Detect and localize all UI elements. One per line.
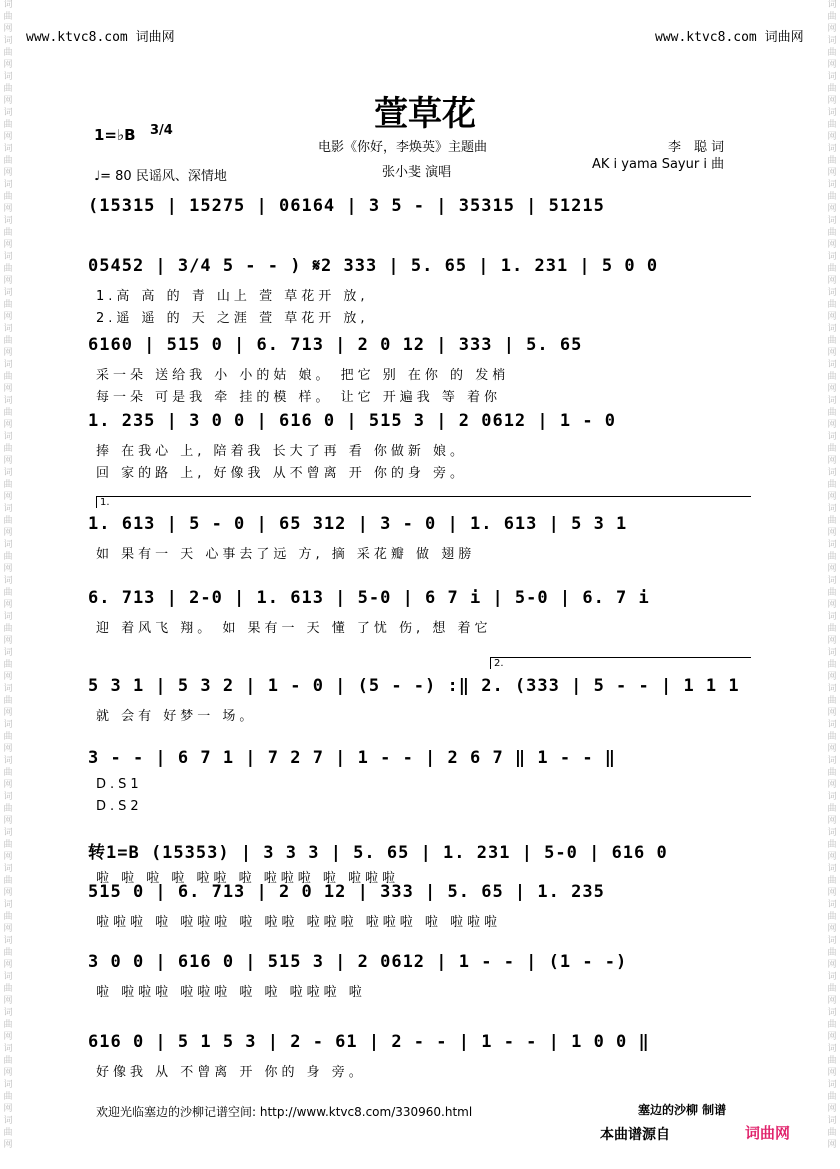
composer-credit: AK i yama Sayur i 曲 (592, 157, 725, 172)
watermark-char: 网 (3, 672, 13, 682)
watermark-char: 词 (3, 900, 13, 910)
volta-2-line (490, 657, 751, 658)
watermark-char: 网 (827, 492, 837, 502)
watermark-char: 曲 (827, 624, 837, 634)
lyric-line: 回 家的路 上, 好像我 从不曾离 开 你的身 旁。 (96, 466, 468, 481)
watermark-char: 词 (827, 720, 837, 730)
side-watermark-right (824, 0, 840, 1169)
watermark-char: 曲 (3, 1092, 13, 1102)
watermark-char: 网 (3, 60, 13, 70)
watermark-char: 曲 (827, 840, 837, 850)
watermark-char: 词 (3, 936, 13, 946)
film-subtitle: 电影《你好，李焕英》主题曲 (318, 140, 488, 155)
watermark-char: 词 (827, 900, 837, 910)
watermark-char: 词 (827, 684, 837, 694)
watermark-char: 曲 (3, 696, 13, 706)
watermark-char: 曲 (3, 552, 13, 562)
notation-row: 3 - - | 6 7 1 | 7 2 7 | 1 - - | 2 6 7 ‖ 1 - - ‖ (88, 748, 617, 768)
watermark-char: 词 (3, 216, 13, 226)
watermark-char: 曲 (827, 120, 837, 130)
watermark-char: 曲 (827, 1092, 837, 1102)
watermark-char: 曲 (827, 588, 837, 598)
watermark-char: 词 (827, 1008, 837, 1018)
watermark-char: 词 (3, 828, 13, 838)
watermark-char: 词 (3, 684, 13, 694)
watermark-char: 网 (827, 348, 837, 358)
watermark-char: 网 (827, 96, 837, 106)
watermark-char: 曲 (3, 840, 13, 850)
watermark-char: 网 (3, 168, 13, 178)
watermark-char: 网 (3, 1068, 13, 1078)
lyric-line: 如 果有一 天 心事去了远 方, 摘 采花瓣 做 翅膀 (96, 547, 476, 562)
watermark-char: 网 (827, 276, 837, 286)
watermark-char: 曲 (827, 372, 837, 382)
watermark-char: 词 (3, 648, 13, 658)
notation-row: 515 0 | 6. 713 | 2 0 12 | 333 | 5. 65 | 1. 235 (88, 882, 605, 902)
watermark-char: 词 (827, 36, 837, 46)
footer-source: 本曲谱源自 (600, 1127, 670, 1143)
footer-welcome[interactable]: 欢迎光临塞边的沙柳记谱空间: http://www.ktvc8.com/330960.html (96, 1105, 473, 1119)
watermark-char: 曲 (827, 156, 837, 166)
watermark-char: 词 (827, 792, 837, 802)
watermark-char: 网 (827, 600, 837, 610)
song-title: 萱草花 (374, 94, 476, 134)
notation-row: 6160 | 515 0 | 6. 713 | 2 0 12 | 333 | 5. 65 (88, 335, 583, 355)
watermark-char: 词 (827, 1116, 837, 1126)
watermark-char: 词 (827, 360, 837, 370)
watermark-char: 网 (3, 636, 13, 646)
watermark-char: 网 (827, 924, 837, 934)
watermark-char: 网 (3, 276, 13, 286)
watermark-char: 网 (3, 456, 13, 466)
watermark-char: 词 (827, 180, 837, 190)
watermark-char: 词 (827, 1080, 837, 1090)
watermark-char: 曲 (3, 336, 13, 346)
watermark-char: 词 (827, 396, 837, 406)
watermark-char: 网 (827, 312, 837, 322)
watermark-char: 网 (827, 744, 837, 754)
watermark-char: 曲 (3, 1020, 13, 1030)
watermark-char: 曲 (3, 948, 13, 958)
watermark-char: 网 (827, 816, 837, 826)
watermark-char: 词 (827, 144, 837, 154)
watermark-char: 网 (827, 1068, 837, 1078)
lyric-line: D.S1 (96, 777, 143, 792)
watermark-char: 曲 (827, 1020, 837, 1030)
watermark-char: 网 (827, 420, 837, 430)
watermark-char: 曲 (827, 876, 837, 886)
watermark-char: 曲 (3, 624, 13, 634)
watermark-char: 网 (827, 1104, 837, 1114)
watermark-char: 网 (3, 708, 13, 718)
watermark-char: 网 (3, 528, 13, 538)
watermark-char: 网 (3, 924, 13, 934)
watermark-char: 曲 (827, 984, 837, 994)
watermark-char: 曲 (3, 192, 13, 202)
watermark-char: 曲 (827, 48, 837, 58)
lyricist-credit: 李 聪 词 (668, 140, 725, 155)
watermark-char: 曲 (3, 588, 13, 598)
watermark-char: 网 (827, 960, 837, 970)
lyric-line: 每一朵 可是我 牵 挂的模 样。 让它 开遍我 等 着你 (96, 390, 502, 405)
watermark-char: 曲 (827, 732, 837, 742)
watermark-char: 曲 (827, 1128, 837, 1138)
watermark-char: 曲 (827, 552, 837, 562)
watermark-char: 网 (3, 348, 13, 358)
watermark-char: 词 (827, 252, 837, 262)
watermark-char: 词 (3, 0, 13, 10)
watermark-char: 曲 (827, 768, 837, 778)
notation-row: 3 0 0 | 616 0 | 515 3 | 2 0612 | 1 - - | (1 - -) (88, 952, 628, 972)
watermark-char: 网 (827, 564, 837, 574)
watermark-char: 词 (3, 180, 13, 190)
watermark-char: 词 (3, 72, 13, 82)
watermark-char: 词 (3, 324, 13, 334)
watermark-char: 词 (3, 792, 13, 802)
watermark-char: 词 (3, 468, 13, 478)
watermark-char: 词 (827, 324, 837, 334)
time-signature: 3/4 (150, 123, 173, 138)
watermark-char: 曲 (3, 1056, 13, 1066)
watermark-char: 词 (3, 36, 13, 46)
watermark-char: 网 (827, 780, 837, 790)
watermark-char: 词 (3, 1044, 13, 1054)
lyric-line: 啦 啦啦啦 啦啦啦 啦 啦 啦啦啦 啦 (96, 985, 366, 1000)
volta-1-hook (96, 496, 97, 508)
watermark-char: 曲 (3, 516, 13, 526)
watermark-char: 曲 (827, 408, 837, 418)
watermark-char: 曲 (827, 336, 837, 346)
watermark-char: 词 (827, 828, 837, 838)
notation-row: (15315 | 15275 | 06164 | 3 5 - | 35315 | 51215 (88, 196, 605, 216)
lyric-line: 啦啦啦 啦 啦啦啦 啦 啦啦 啦啦啦 啦啦啦 啦 啦啦啦 (96, 915, 502, 930)
watermark-char: 词 (827, 288, 837, 298)
watermark-char: 词 (827, 864, 837, 874)
watermark-char: 曲 (3, 372, 13, 382)
volta-2-label: 2. (494, 658, 504, 669)
watermark-char: 曲 (3, 732, 13, 742)
watermark-char: 曲 (3, 84, 13, 94)
watermark-char: 词 (3, 396, 13, 406)
watermark-char: 词 (3, 540, 13, 550)
watermark-char: 曲 (827, 696, 837, 706)
watermark-char: 网 (3, 960, 13, 970)
watermark-char: 词 (3, 972, 13, 982)
watermark-char: 曲 (827, 228, 837, 238)
watermark-char: 网 (827, 60, 837, 70)
watermark-char: 曲 (3, 804, 13, 814)
watermark-char: 网 (827, 168, 837, 178)
watermark-char: 曲 (827, 264, 837, 274)
watermark-char: 网 (827, 672, 837, 682)
watermark-char: 曲 (3, 300, 13, 310)
watermark-char: 词 (827, 972, 837, 982)
lyric-line: 就 会有 好梦一 场。 (96, 709, 257, 724)
notation-row: 1. 235 | 3 0 0 | 616 0 | 515 3 | 2 0612 | 1 - 0 (88, 411, 617, 431)
watermark-char: 曲 (827, 12, 837, 22)
watermark-char: 网 (3, 996, 13, 1006)
watermark-char: 词 (3, 144, 13, 154)
notation-row: 05452 | 3/4 5 - - ) 𝄋2 333 | 5. 65 | 1. 231 | 5 0 0 (88, 256, 659, 276)
watermark-char: 网 (827, 204, 837, 214)
watermark-char: 词 (3, 288, 13, 298)
watermark-char: 词 (3, 576, 13, 586)
watermark-char: 网 (3, 240, 13, 250)
watermark-char: 词 (827, 216, 837, 226)
watermark-char: 词 (3, 108, 13, 118)
watermark-char: 词 (3, 864, 13, 874)
watermark-char: 词 (827, 0, 837, 10)
lyric-line: 捧 在我心 上, 陪着我 长大了再 看 你做新 娘。 (96, 444, 468, 459)
watermark-char: 词 (827, 108, 837, 118)
watermark-char: 曲 (827, 480, 837, 490)
watermark-char: 词 (827, 648, 837, 658)
lyric-line: 2.遥 遥 的 天 之涯 萱 草花开 放, (96, 311, 369, 326)
watermark-char: 曲 (3, 912, 13, 922)
watermark-char: 曲 (827, 84, 837, 94)
header-site-left[interactable]: www.ktvc8.com 词曲网 (26, 30, 175, 45)
notation-row: 616 0 | 5 1 5 3 | 2 - 61 | 2 - - | 1 - - | 1 0 0 ‖ (88, 1032, 650, 1052)
watermark-char: 曲 (3, 480, 13, 490)
watermark-char: 网 (3, 1032, 13, 1042)
watermark-char: 曲 (3, 408, 13, 418)
footer-maker: 塞边的沙柳 制谱 (638, 1103, 727, 1117)
watermark-char: 网 (827, 528, 837, 538)
watermark-char: 曲 (3, 12, 13, 22)
lyric-line: 1.高 高 的 青 山上 萱 草花开 放, (96, 289, 369, 304)
watermark-char: 网 (827, 1032, 837, 1042)
watermark-char: 网 (3, 744, 13, 754)
singer-credit: 张小斐 演唱 (382, 165, 452, 180)
watermark-char: 网 (3, 384, 13, 394)
watermark-char: 网 (827, 852, 837, 862)
watermark-char: 网 (827, 384, 837, 394)
watermark-char: 网 (3, 888, 13, 898)
lyric-line: 啦 啦 啦 啦 啦啦 啦 啦啦啦 啦 啦啦啦 (96, 871, 400, 886)
watermark-char: 词 (827, 936, 837, 946)
watermark-char: 词 (827, 432, 837, 442)
footer-site-logo[interactable]: 词曲网 (745, 1124, 791, 1142)
watermark-char: 网 (3, 816, 13, 826)
watermark-char: 网 (3, 420, 13, 430)
watermark-char: 曲 (3, 228, 13, 238)
header-site-right[interactable]: www.ktvc8.com 词曲网 (655, 30, 804, 45)
notation-row: 6. 713 | 2-0 | 1. 613 | 5-0 | 6 7 i | 5-0 | 6. 7 i (88, 588, 650, 608)
side-watermark-left (0, 0, 16, 1169)
watermark-char: 词 (3, 1116, 13, 1126)
watermark-char: 曲 (3, 48, 13, 58)
watermark-char: 曲 (827, 516, 837, 526)
watermark-char: 网 (3, 852, 13, 862)
watermark-char: 网 (827, 24, 837, 34)
watermark-char: 曲 (3, 120, 13, 130)
watermark-char: 网 (827, 456, 837, 466)
watermark-char: 词 (3, 432, 13, 442)
watermark-char: 网 (3, 1104, 13, 1114)
watermark-char: 网 (827, 996, 837, 1006)
watermark-char: 曲 (3, 876, 13, 886)
watermark-char: 网 (3, 312, 13, 322)
watermark-char: 词 (827, 612, 837, 622)
watermark-char: 曲 (827, 948, 837, 958)
watermark-char: 词 (3, 756, 13, 766)
watermark-char: 网 (827, 888, 837, 898)
watermark-char: 词 (827, 756, 837, 766)
watermark-char: 曲 (827, 1056, 837, 1066)
watermark-char: 词 (3, 612, 13, 622)
watermark-char: 网 (3, 564, 13, 574)
watermark-char: 网 (3, 780, 13, 790)
watermark-char: 曲 (827, 804, 837, 814)
watermark-char: 词 (3, 1080, 13, 1090)
watermark-char: 词 (827, 576, 837, 586)
watermark-char: 网 (827, 708, 837, 718)
volta-2-hook (490, 657, 491, 669)
watermark-char: 网 (827, 240, 837, 250)
notation-row: 1. 613 | 5 - 0 | 65 312 | 3 - 0 | 1. 613 | 5 3 1 (88, 514, 628, 534)
watermark-char: 网 (827, 132, 837, 142)
watermark-char: 曲 (827, 192, 837, 202)
watermark-char: 词 (827, 72, 837, 82)
lyric-line: D.S2 (96, 799, 143, 814)
notation-row: 转1=B (15353) | 3 3 3 | 5. 65 | 1. 231 | 5-0 | 616 0 (88, 843, 668, 863)
key-signature: 1=♭B (94, 126, 136, 144)
watermark-char: 曲 (3, 660, 13, 670)
watermark-char: 曲 (827, 660, 837, 670)
watermark-char: 网 (827, 636, 837, 646)
watermark-char: 词 (827, 540, 837, 550)
watermark-char: 网 (3, 1140, 13, 1150)
volta-1-label: 1. (100, 497, 110, 508)
watermark-char: 曲 (3, 264, 13, 274)
watermark-char: 网 (3, 492, 13, 502)
watermark-char: 网 (3, 24, 13, 34)
watermark-char: 曲 (827, 444, 837, 454)
watermark-char: 网 (827, 1140, 837, 1150)
watermark-char: 词 (3, 360, 13, 370)
lyric-line: 迎 着风飞 翔。 如 果有一 天 懂 了忧 伤, 想 着它 (96, 621, 492, 636)
watermark-char: 词 (3, 720, 13, 730)
watermark-char: 词 (3, 504, 13, 514)
lyric-line: 采一朵 送给我 小 小的姑 娘。 把它 别 在你 的 发梢 (96, 368, 510, 383)
watermark-char: 词 (3, 1008, 13, 1018)
watermark-char: 词 (827, 504, 837, 514)
watermark-char: 词 (3, 252, 13, 262)
watermark-char: 词 (827, 1044, 837, 1054)
watermark-char: 曲 (3, 1128, 13, 1138)
watermark-char: 词 (827, 468, 837, 478)
watermark-char: 曲 (827, 300, 837, 310)
watermark-char: 网 (3, 132, 13, 142)
lyric-line: 好像我 从 不曾离 开 你的 身 旁。 (96, 1065, 366, 1080)
watermark-char: 曲 (3, 768, 13, 778)
watermark-char: 曲 (3, 984, 13, 994)
watermark-char: 曲 (827, 912, 837, 922)
notation-row: 5 3 1 | 5 3 2 | 1 - 0 | (5 - -) :‖ 2. (333 | 5 - - | 1 1 1 (88, 676, 740, 696)
watermark-char: 曲 (3, 156, 13, 166)
watermark-char: 网 (3, 600, 13, 610)
watermark-char: 网 (3, 204, 13, 214)
volta-1-line (96, 496, 751, 497)
watermark-char: 曲 (3, 444, 13, 454)
watermark-char: 网 (3, 96, 13, 106)
tempo-marking: ♩= 80 民谣风、深情地 (94, 169, 227, 184)
